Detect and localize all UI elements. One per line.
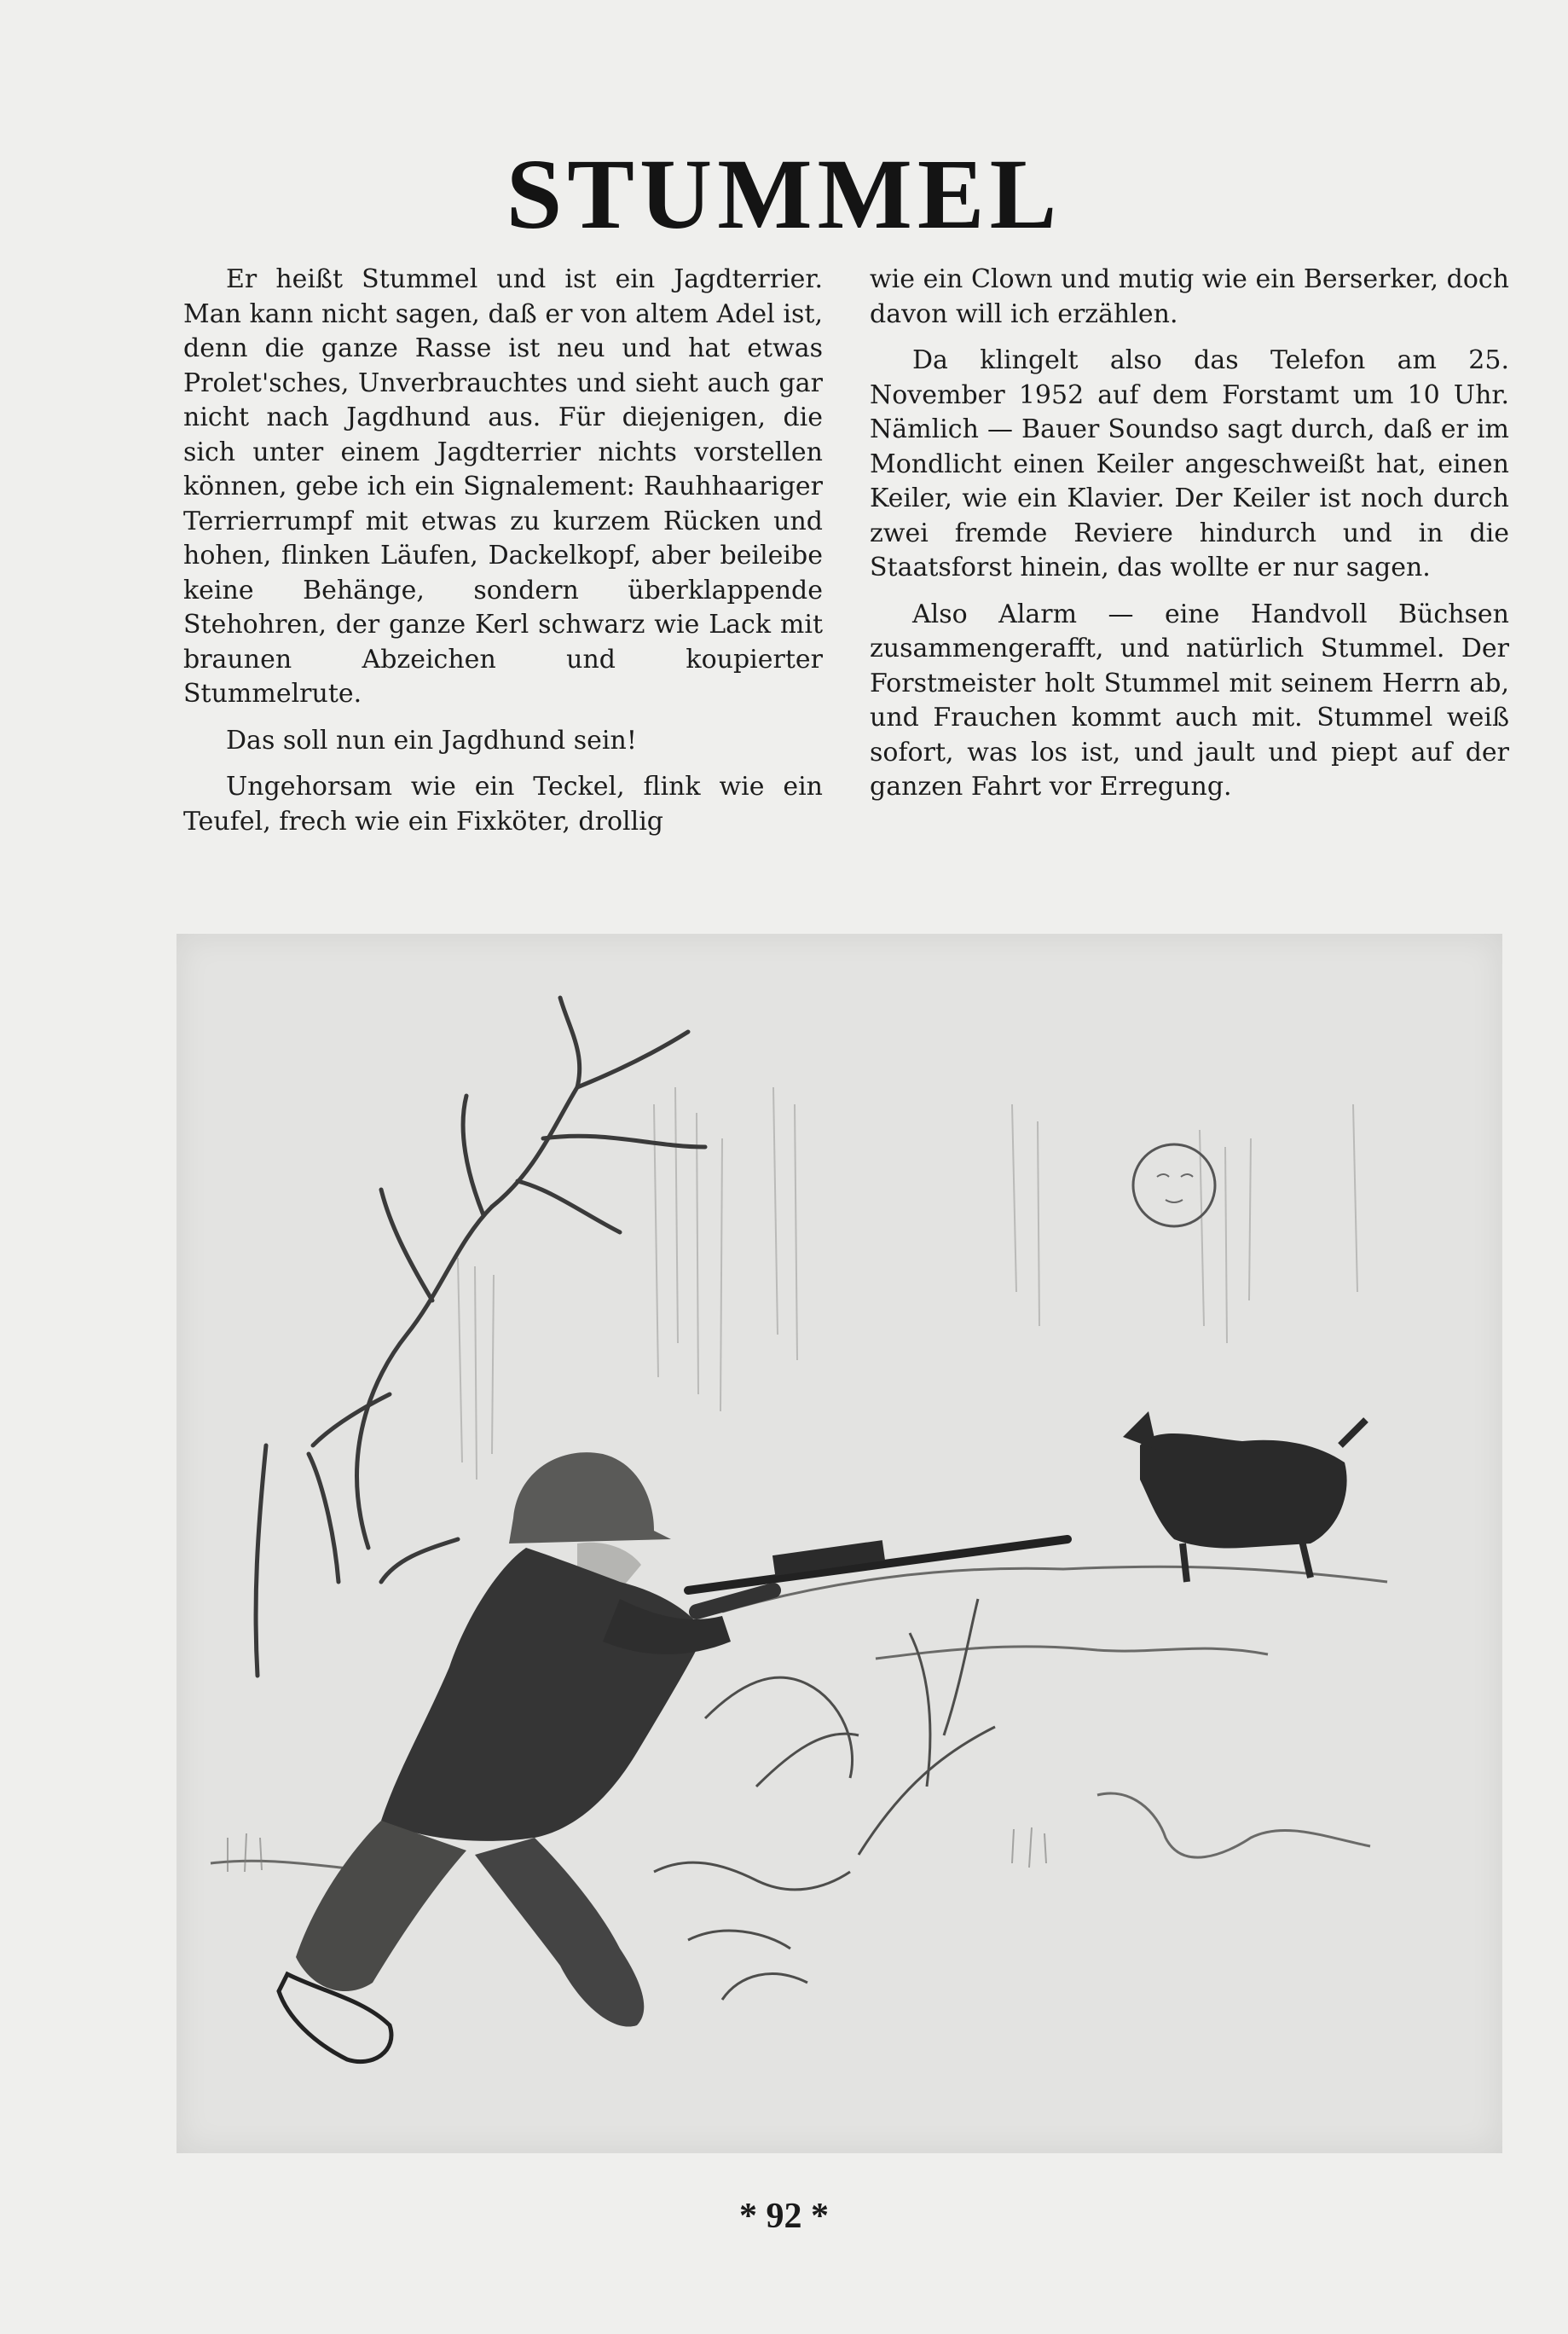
right-text-column: [870, 263, 1509, 817]
paragraph: Also Alarm — eine Handvoll Büchsen zusammengerafft, und natürlich Stummel. Der Forstmeister holt Stummel mit seinem Herrn ab, und Frauchen kommt auch mit. Stummel weiß sofort, was los ist, und jault und piept auf der ganzen Fahrt vor Erregung.: [870, 599, 1509, 802]
background-hatching: [458, 1087, 1357, 1480]
paragraph: wie ein Clown und mutig wie ein Berserker, doch davon will ich erzählen.: [870, 264, 1509, 329]
terrier-dog: [1123, 1411, 1366, 1582]
paragraph: Ungehorsam wie ein Teckel, flink wie ein Teufel, frech wie ein Fixköter, drollig: [183, 772, 823, 837]
paragraph: Er heißt Stummel und ist ein Jagdterrier. Man kann nicht sagen, daß er von altem Adel ist, denn die ganze Rasse ist neu und hat etwas Prolet'sches, Unverbrauchtes und sieht auch gar nicht nach Jagdhund aus. Für diejenigen, die sich unter einem Jagdterrier nichts vorstellen können, gebe ich ein Signalement: Rauhhaariger Terrierrumpf mit etwas zu kurzem Rücken und hohen, flinken Läufen, Dackelkopf, aber beileibe keine Behänge, sondern überklappende Stehohren, der ganze Kerl schwarz wie Lack mit braunen Abzeichen und koupierter Stummelrute.: [183, 264, 823, 709]
paragraph: Das soll nun ein Jagdhund sein!: [226, 725, 637, 756]
rifle: [688, 1539, 1068, 1612]
moon: [1133, 1144, 1215, 1226]
paragraph: Da klingelt also das Telefon am 25. November 1952 auf dem Forstamt um 10 Uhr. Nämlich — Bauer Soundso sagt durch, daß er im Mondlicht einen Keiler angeschweißt hat, einen Keiler, wie ein Klavier. Der Keiler ist noch durch zwei fremde Reviere hindurch und in die Staatsforst hinein, das wollte er nur sagen.: [870, 345, 1509, 582]
hunter-illustration: [176, 934, 1502, 2153]
bare-tree: [256, 998, 705, 1676]
pencil-sketch: [176, 934, 1502, 2153]
hunter-figure: [279, 1452, 731, 2062]
page-number: * 92 *: [739, 2197, 829, 2236]
left-text-column: [183, 263, 823, 851]
foreground-brush: [654, 1599, 995, 2000]
article-title: STUMMEL: [506, 138, 1062, 250]
